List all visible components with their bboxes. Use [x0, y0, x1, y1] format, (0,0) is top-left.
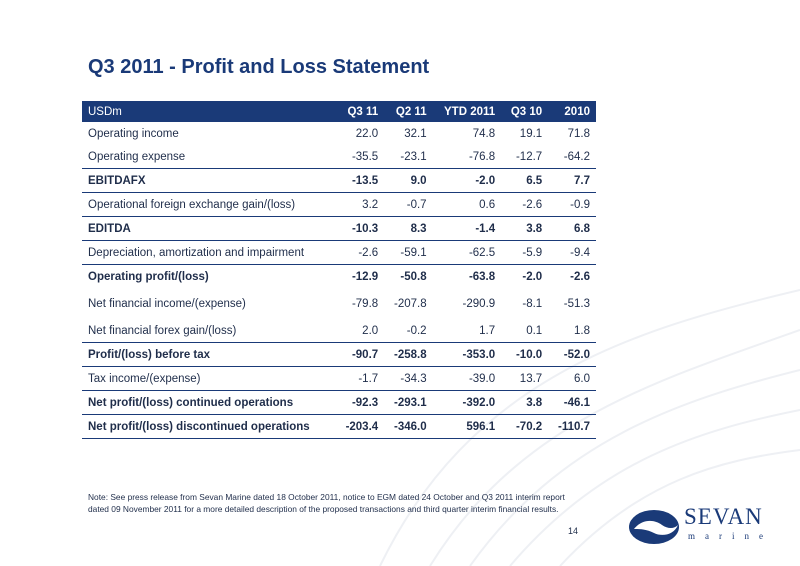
cell-value: -8.1 [522, 297, 543, 310]
cell-value: -353.0 [433, 343, 502, 367]
cell-value: -5.9 [522, 246, 543, 259]
cell-value: 1.8 [574, 324, 590, 337]
cell-value: 1.7 [479, 324, 496, 337]
table-row [82, 367, 596, 391]
cell-value: -35.5 [351, 150, 379, 163]
row-label: Operational foreign exchange gain/(loss) [88, 198, 296, 211]
row-label: Net financial income/(expense) [88, 297, 246, 310]
cell-value: 0.6 [479, 198, 496, 211]
cell-value: 3.2 [362, 198, 379, 211]
table-row [82, 145, 596, 169]
cell-value: 8.3 [384, 217, 432, 241]
logo-subtitle: marine [688, 531, 773, 541]
column-header: Q3 10 [501, 101, 548, 122]
cell-value: -2.6 [548, 265, 596, 289]
row-label: Profit/(loss) before tax [82, 343, 336, 367]
cell-value: -10.0 [501, 343, 548, 367]
cell-value: -258.8 [384, 343, 432, 367]
cell-value: -2.0 [501, 265, 548, 289]
cell-value: -64.2 [563, 150, 590, 163]
row-label: Net profit/(loss) continued operations [82, 391, 336, 415]
table-row [82, 415, 596, 439]
row-label: Depreciation, amortization and impairment [88, 246, 305, 259]
row-label: Net profit/(loss) discontinued operations [82, 415, 336, 439]
table-row [82, 391, 596, 415]
cell-value: -79.8 [351, 297, 379, 310]
table-row [82, 241, 596, 265]
cell-value: -203.4 [336, 415, 384, 439]
cell-value: -290.9 [462, 297, 496, 310]
cell-value: 7.7 [548, 169, 596, 193]
cell-value: 6.5 [501, 169, 548, 193]
cell-value: -12.9 [336, 265, 384, 289]
cell-value: 71.8 [567, 127, 590, 140]
cell-value: 6.8 [548, 217, 596, 241]
logo-wordmark: SEVAN [684, 504, 763, 529]
cell-value: -0.7 [406, 198, 427, 211]
cell-value: 13.7 [519, 372, 543, 385]
cell-value: 32.1 [404, 127, 427, 140]
cell-value: -34.3 [400, 372, 427, 385]
row-label: Operating expense [88, 150, 186, 163]
cell-value: 9.0 [384, 169, 432, 193]
cell-value: -392.0 [433, 391, 502, 415]
row-label: EBITDAFX [82, 169, 336, 193]
cell-value: 74.8 [472, 127, 496, 140]
cell-value: -2.6 [522, 198, 543, 211]
row-label: Tax income/(expense) [88, 372, 201, 385]
table-row [82, 265, 596, 289]
cell-value: -10.3 [336, 217, 384, 241]
cell-value: -0.9 [570, 198, 590, 211]
cell-value: 6.0 [574, 372, 590, 385]
cell-value: -76.8 [468, 150, 496, 163]
cell-value: -92.3 [336, 391, 384, 415]
cell-value: -1.4 [433, 217, 502, 241]
cell-value: -90.7 [336, 343, 384, 367]
table-row [82, 343, 596, 367]
cell-value: -110.7 [548, 415, 596, 439]
cell-value: 22.0 [355, 127, 379, 140]
table-row [82, 288, 596, 319]
cell-value: 0.1 [526, 324, 543, 337]
cell-value: -346.0 [384, 415, 432, 439]
row-label: EDITDA [82, 217, 336, 241]
cell-value: -1.7 [358, 372, 379, 385]
page-title: Q3 2011 - Profit and Loss Statement [88, 56, 430, 78]
footnote: Note: See press release from Sevan Marine dated 18 October 2011, notice to EGM dated 24 October and Q3 2011 interim report dated 09 November 2011 for a more detailed description of the proposed transactions and third quarter interim financial results. [88, 492, 565, 514]
table-row [82, 193, 596, 217]
cell-value: -9.4 [570, 246, 590, 259]
cell-value: 2.0 [362, 324, 379, 337]
cell-value: 596.1 [433, 415, 502, 439]
table-header-row [82, 101, 596, 122]
cell-value: -39.0 [468, 372, 496, 385]
cell-value: -2.6 [358, 246, 379, 259]
cell-value: -70.2 [501, 415, 548, 439]
cell-value: -62.5 [468, 246, 496, 259]
cell-value: -0.2 [406, 324, 427, 337]
cell-value: 3.8 [501, 391, 548, 415]
cell-value: -46.1 [548, 391, 596, 415]
page-number: 14 [568, 526, 579, 536]
table-row [82, 319, 596, 343]
cell-value: 19.1 [519, 127, 543, 140]
column-header: USDm [82, 101, 336, 122]
cell-value: -50.8 [384, 265, 432, 289]
column-header: Q2 11 [384, 101, 432, 122]
column-header: 2010 [548, 101, 596, 122]
table-row [82, 122, 596, 145]
cell-value: -2.0 [433, 169, 502, 193]
row-label: Operating profit/(loss) [82, 265, 336, 289]
row-label: Operating income [88, 127, 179, 140]
cell-value: -13.5 [336, 169, 384, 193]
cell-value: 3.8 [501, 217, 548, 241]
cell-value: -12.7 [515, 150, 543, 163]
table-row [82, 217, 596, 241]
cell-value: -51.3 [563, 297, 590, 310]
table-row [82, 169, 596, 193]
column-header: YTD 2011 [433, 101, 502, 122]
cell-value: -207.8 [393, 297, 427, 310]
cell-value: -63.8 [433, 265, 502, 289]
row-label: Net financial forex gain/(loss) [88, 324, 237, 337]
column-header: Q3 11 [336, 101, 384, 122]
cell-value: -293.1 [384, 391, 432, 415]
cell-value: -59.1 [400, 246, 427, 259]
cell-value: -23.1 [400, 150, 427, 163]
profit-loss-table [82, 101, 596, 439]
cell-value: -52.0 [548, 343, 596, 367]
